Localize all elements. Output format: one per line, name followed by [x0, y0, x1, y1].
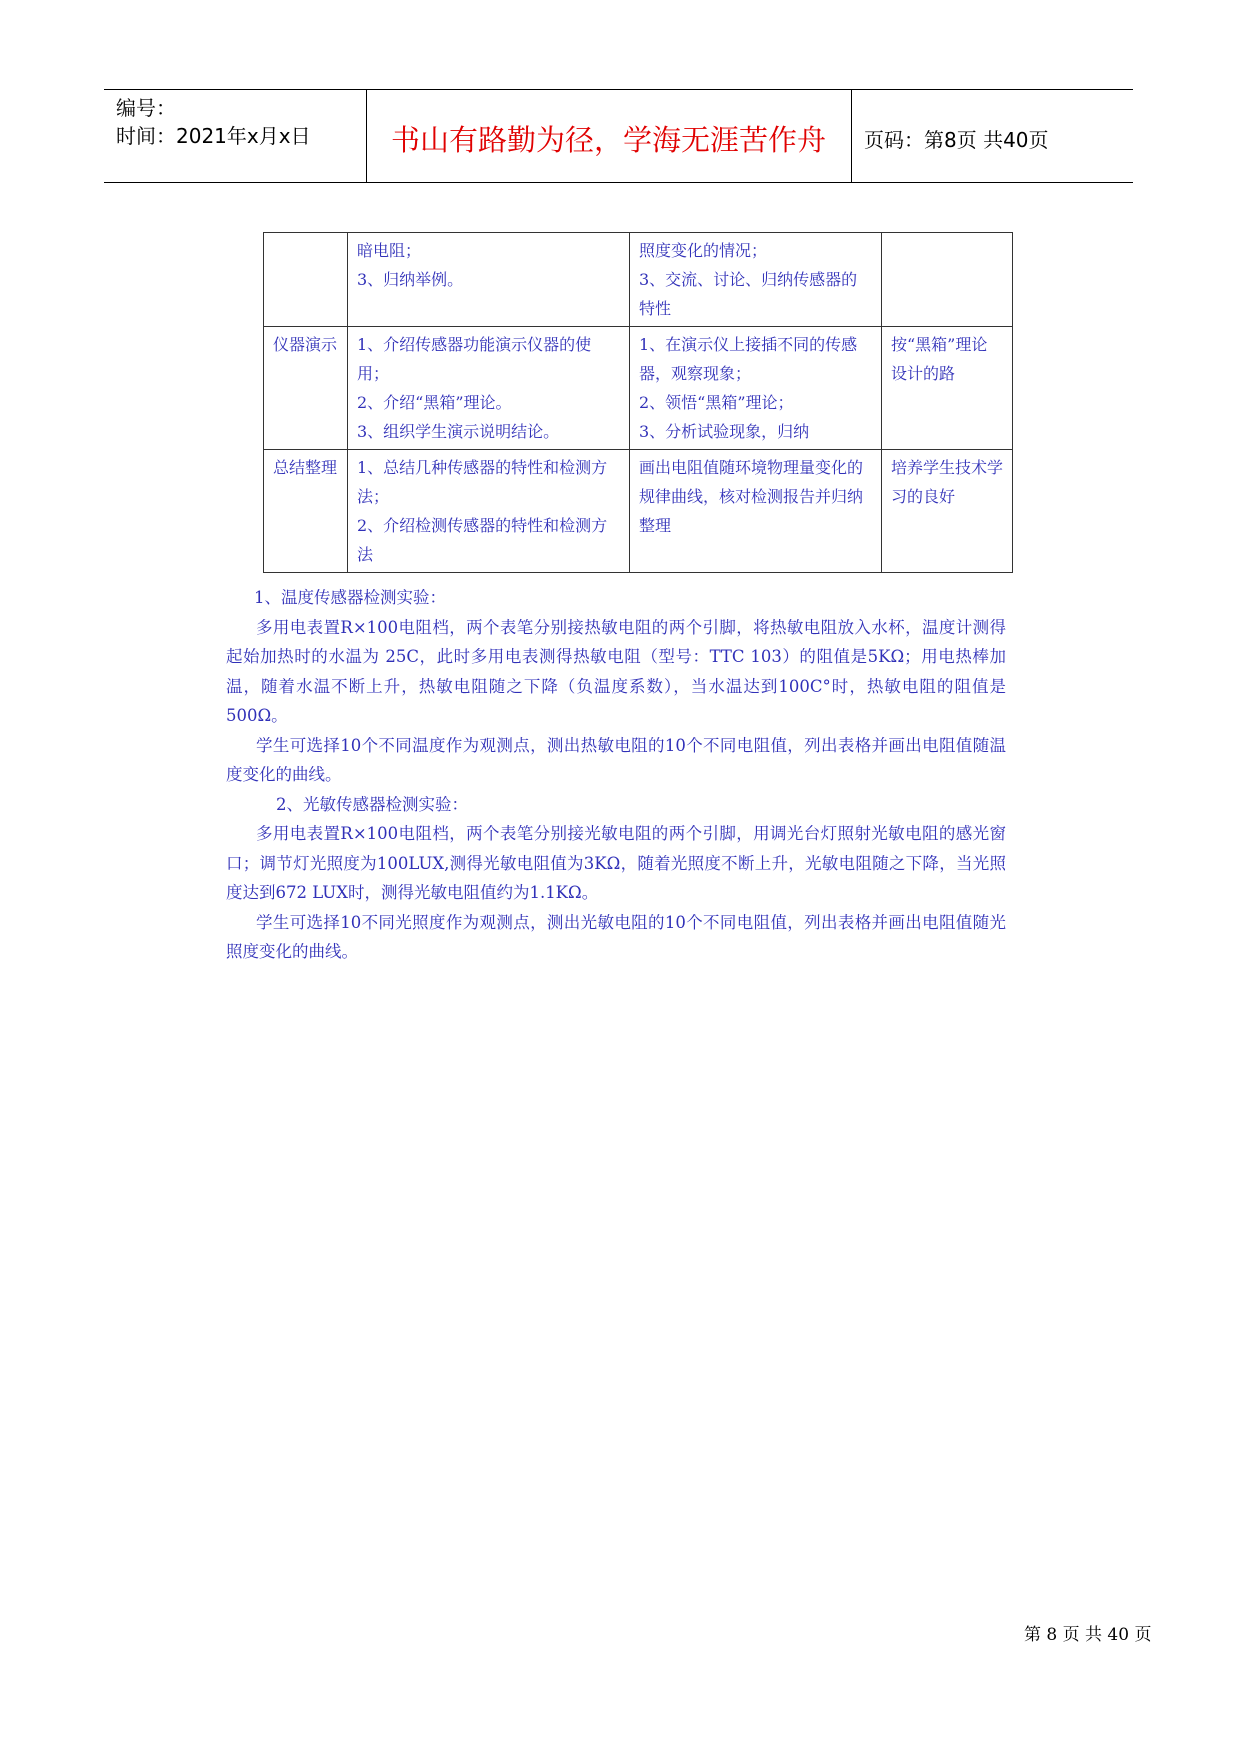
table-row	[264, 327, 1013, 450]
lesson-plan-table	[263, 232, 1013, 573]
page-footer: 第 8 页 共 40 页	[1024, 1625, 1152, 1645]
teacher-line: 3、组织学生演示说明结论。	[357, 422, 560, 441]
header-left-cell	[104, 90, 367, 182]
teacher-line: 3、归纳举例。	[357, 270, 464, 289]
time-label: 时间：2021年x月x日	[116, 124, 311, 148]
teacher-line: 2、介绍检测传感器的特性和检测方法	[357, 516, 608, 564]
page-code: 页码：第8页 共40页	[864, 128, 1049, 152]
page-header	[104, 89, 1133, 183]
student-activity-cell	[630, 450, 882, 573]
body-text	[226, 583, 1006, 967]
intent-cell: 按“黑箱”理论设计的路	[882, 327, 1013, 450]
student-activity-cell	[630, 327, 882, 450]
paragraph: 学生可选择10个不同温度作为观测点，测出热敏电阻的10个不同电阻值，列出表格并画出电阻值随温度变化的曲线。	[226, 735, 1006, 784]
student-line: 3、分析试验现象，归纳	[639, 422, 810, 441]
section-heading-temperature: 1、温度传感器检测实验：	[254, 588, 446, 607]
student-line: 画出电阻值随环境物理量变化的规律曲线，核对检测报告并归纳整理	[639, 458, 864, 535]
student-activity-cell	[630, 233, 882, 327]
teacher-line: 1、总结几种传感器的特性和检测方法；	[357, 458, 608, 506]
teacher-line: 2、介绍“黑箱”理论。	[357, 393, 512, 412]
number-label: 编号：	[116, 96, 176, 120]
paragraph: 学生可选择10不同光照度作为观测点，测出光敏电阻的10个不同电阻值，列出表格并画出电阻值随光照度变化的曲线。	[226, 912, 1006, 961]
intent-cell: 培养学生技术学习的良好	[882, 450, 1013, 573]
stage-cell	[264, 233, 348, 327]
teacher-activity-cell	[348, 327, 630, 450]
student-line: 3、交流、讨论、归纳传感器的特性	[639, 270, 858, 318]
stage-cell: 总结整理	[264, 450, 348, 573]
teacher-activity-cell	[348, 450, 630, 573]
teacher-line: 1、介绍传感器功能演示仪器的使用；	[357, 335, 592, 383]
teacher-line: 暗电阻；	[357, 241, 422, 260]
student-line: 照度变化的情况；	[639, 241, 768, 260]
teacher-activity-cell	[348, 233, 630, 327]
stage-cell: 仪器演示	[264, 327, 348, 450]
paragraph: 多用电表置R×100电阻档，两个表笔分别接光敏电阻的两个引脚，用调光台灯照射光敏电阻的感光窗口；调节灯光照度为100LUX,测得光敏电阻值为3KΩ，随着光照度不断上升，光敏电阻随之下降，当光照度达到672 LUX时，测得光敏电阻值约为1.1KΩ。	[226, 824, 1006, 902]
header-page-cell	[852, 90, 1133, 182]
paragraph: 多用电表置R×100电阻档，两个表笔分别接热敏电阻的两个引脚，将热敏电阻放入水杯，温度计测得起始加热时的水温为 25C，此时多用电表测得热敏电阻（型号：TTC 103）的阻值是5KΩ；用电热棒加温，随着水温不断上升，热敏电阻随之下降（负温度系数），当水温达到100C°时，热敏电阻的阻值是500Ω。	[226, 617, 1006, 725]
section-heading-light: 2、光敏传感器检测实验：	[276, 794, 468, 814]
table-row	[264, 233, 1013, 327]
header-motto-cell	[366, 90, 852, 182]
motto: 书山有路勤为径，学海无涯苦作舟	[390, 123, 826, 157]
table-row	[264, 450, 1013, 573]
student-line: 1、在演示仪上接插不同的传感器，观察现象；	[639, 335, 858, 383]
student-line: 2、领悟“黑箱”理论；	[639, 393, 794, 412]
intent-cell	[882, 233, 1013, 327]
